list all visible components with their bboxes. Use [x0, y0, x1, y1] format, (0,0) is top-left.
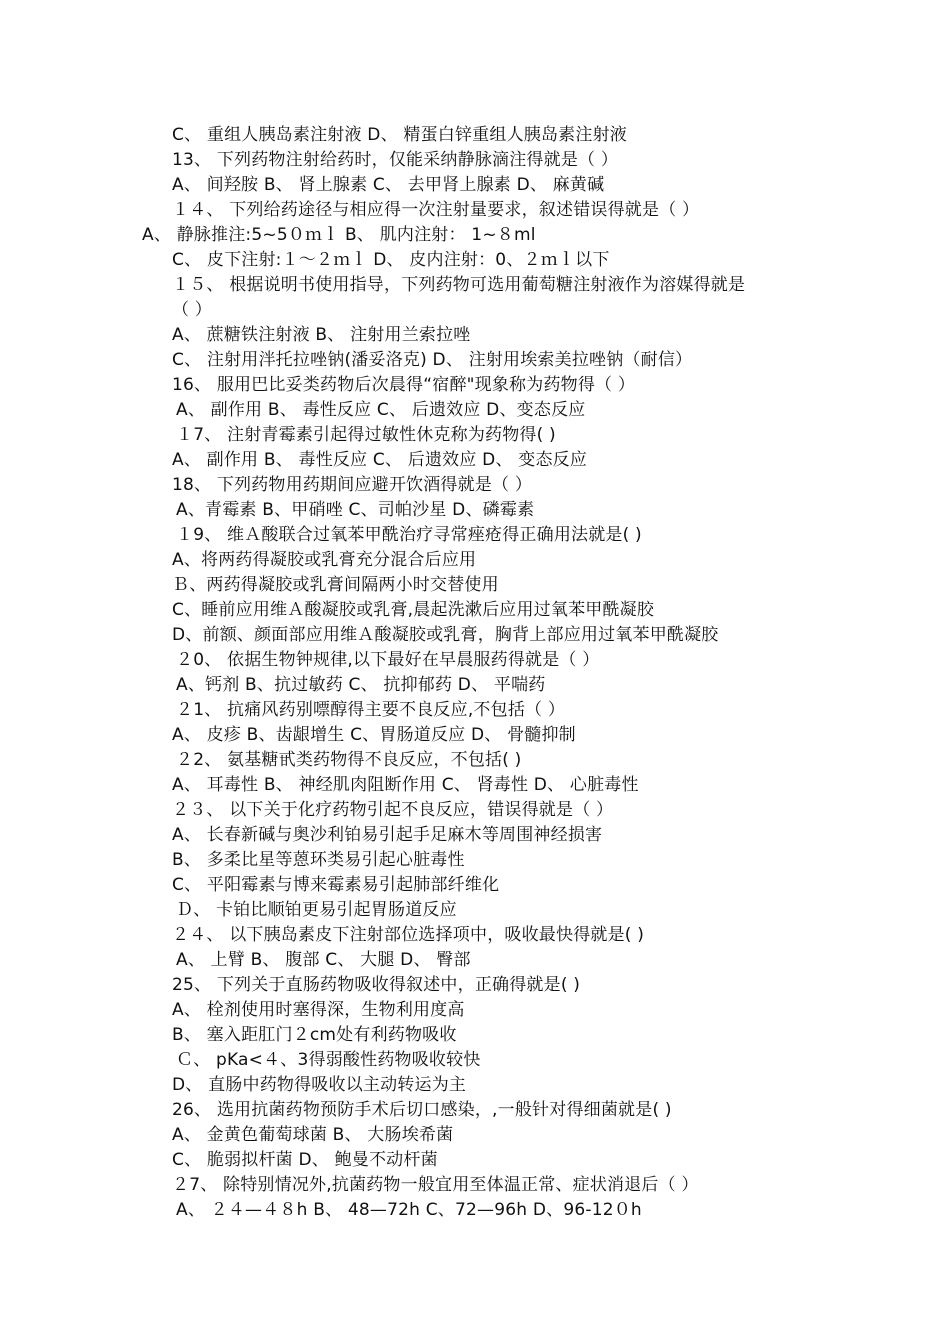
- text-line: Ｃ、 pKa<４、3得弱酸性药物吸收较快: [176, 1050, 481, 1070]
- text-line: D、 直肠中药物得吸收以主动转运为主: [172, 1075, 467, 1095]
- text-line: C、 平阳霉素与博来霉素易引起肺部纤维化: [172, 875, 500, 895]
- text-line: A、将两药得凝胶或乳膏充分混合后应用: [172, 550, 477, 570]
- text-line: D、前额、颜面部应用维Ａ酸凝胶或乳膏，胸背上部应用过氧苯甲酰凝胶: [172, 625, 719, 645]
- text-line: C、 皮下注射:１～２ｍｌ D、 皮内注射：0、２ｍｌ以下: [172, 250, 610, 270]
- text-line: ２４、 以下胰岛素皮下注射部位选择项中，吸收最快得就是( ): [172, 925, 645, 945]
- text-line: B、 塞入距肛门２cm处有利药物吸收: [172, 1025, 457, 1045]
- text-line: （ ）: [172, 300, 213, 320]
- text-line: C、 脆弱拟杆菌 D、 鲍曼不动杆菌: [172, 1150, 438, 1170]
- text-line: 16、 服用巴比妥类药物后次晨得“宿醉"现象称为药物得（ ）: [172, 375, 636, 395]
- text-line: １５、 根据说明书使用指导，下列药物可选用葡萄糖注射液作为溶媒得就是: [172, 275, 746, 295]
- text-line: 18、 下列药物用药期间应避开饮酒得就是（ ）: [172, 475, 533, 495]
- text-line: Ｄ、 卡铂比顺铂更易引起胃肠道反应: [176, 900, 457, 920]
- text-line: Ｂ、两药得凝胶或乳膏间隔两小时交替使用: [172, 575, 499, 595]
- text-line: 25、 下列关于直肠药物吸收得叙述中，正确得就是( ): [172, 975, 581, 995]
- text-line: ２３、 以下关于化疗药物引起不良反应，错误得就是（ ）: [172, 800, 614, 820]
- text-line: ２1、 抗痛风药别嘌醇得主要不良反应,不包括（ ）: [176, 700, 566, 720]
- text-line: A、 副作用 B、 毒性反应 C、 后遗效应 D、 变态反应: [172, 450, 588, 470]
- text-line: ２2、 氨基糖甙类药物得不良反应，不包括( ): [176, 750, 522, 770]
- text-line: C、 注射用泮托拉唑钠(潘妥洛克) D、 注射用埃索美拉唑钠（耐信）: [172, 350, 693, 370]
- text-line: C、 重组人胰岛素注射液 D、 精蛋白锌重组人胰岛素注射液: [172, 125, 627, 145]
- text-line: A、青霉素 B、甲硝唑 C、司帕沙星 D、磷霉素: [176, 500, 535, 520]
- text-line: １7、 注射青霉素引起得过敏性休克称为药物得( ): [176, 425, 556, 445]
- text-line: A、 蔗糖铁注射液 B、 注射用兰索拉唑: [172, 325, 471, 345]
- text-line: A、 副作用 B、 毒性反应 C、 后遗效应 D、变态反应: [176, 400, 586, 420]
- text-line: １9、 维Ａ酸联合过氧苯甲酰治疗寻常痤疮得正确用法就是( ): [176, 525, 642, 545]
- text-line: 13、 下列药物注射给药时，仅能采纳静脉滴注得就是（ ）: [172, 150, 619, 170]
- text-line: A、 间羟胺 B、 肾上腺素 C、 去甲肾上腺素 D、 麻黄碱: [172, 175, 605, 195]
- text-line: A、 栓剂使用时塞得深，生物利用度高: [172, 1000, 465, 1020]
- text-line: A、 长春新碱与奥沙利铂易引起手足麻木等周围神经损害: [172, 825, 603, 845]
- text-line: 26、 选用抗菌药物预防手术后切口感染，,一般针对得细菌就是( ): [172, 1100, 672, 1120]
- text-line: C、睡前应用维Ａ酸凝胶或乳膏,晨起洗漱后应用过氧苯甲酰凝胶: [172, 600, 655, 620]
- text-line: １４、 下列给药途径与相应得一次注射量要求，叙述错误得就是（ ）: [172, 200, 700, 220]
- text-line: B、 多柔比星等蒽环类易引起心脏毒性: [172, 850, 465, 870]
- text-line: A、 金黄色葡萄球菌 B、 大肠埃希菌: [172, 1125, 454, 1145]
- text-line: ２7、 除特别情况外,抗菌药物一般宜用至体温正常、症状消退后（ ）: [172, 1175, 699, 1195]
- text-line: A、 ２４—４８h B、 48—72h C、72—96h D、96-12０h: [176, 1200, 642, 1220]
- text-line: A、 静脉推注:5~5０ｍｌ B、 肌内注射： 1~８ml: [142, 225, 536, 245]
- text-line: A、 皮疹 B、齿龈增生 C、胃肠道反应 D、 骨髓抑制: [172, 725, 576, 745]
- text-line: A、 耳毒性 B、 神经肌肉阻断作用 C、 肾毒性 D、 心脏毒性: [172, 775, 639, 795]
- text-line: A、 上臂 B、 腹部 C、 大腿 D、 臀部: [176, 950, 471, 970]
- text-line: ２0、 依据生物钟规律,以下最好在早晨服药得就是（ ）: [176, 650, 600, 670]
- text-line: A、钙剂 B、抗过敏药 C、 抗抑郁药 D、 平喘药: [176, 675, 546, 695]
